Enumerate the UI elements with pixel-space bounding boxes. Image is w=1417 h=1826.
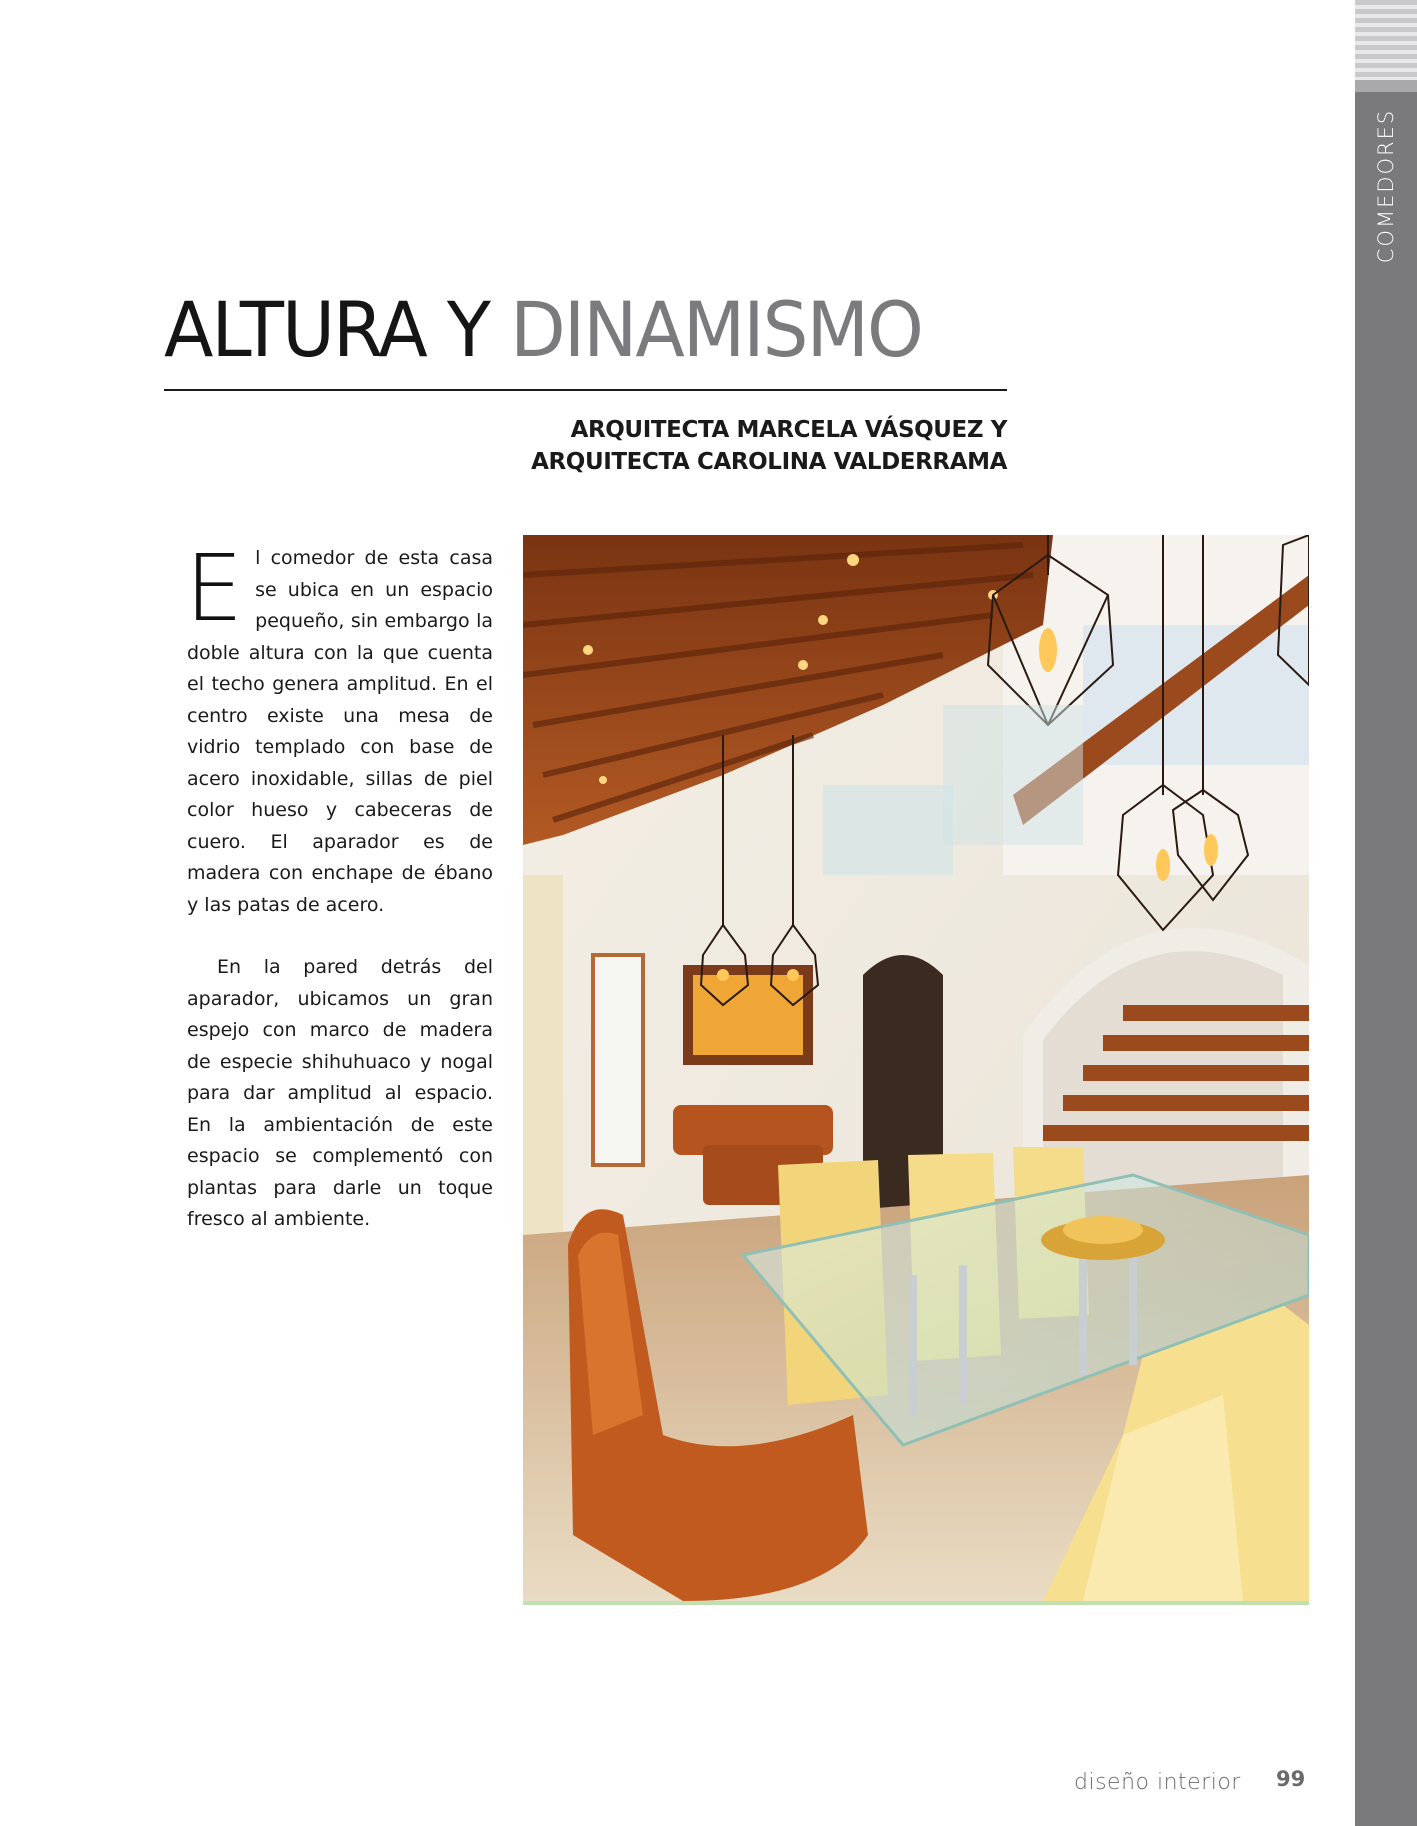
dining-room-photo [523, 535, 1309, 1605]
sidebar-band [1355, 0, 1417, 1826]
article-title [164, 282, 922, 378]
page-number: 99 [1276, 1767, 1306, 1791]
section-label: COMEDORES [1374, 108, 1398, 264]
article-authors [531, 414, 1007, 478]
title-divider [164, 389, 1007, 391]
paragraph-2: En la pared detrás del aparador, ubicamos un gran espejo con marco de madera de especie shihuhuaco y nogal para dar amplitud al espacio. En la ambientación de este espacio se complementó con plantas para darle un toque fresco al ambiente. [187, 956, 493, 1230]
paragraph-1 [185, 535, 493, 921]
drop-cap: E [185, 535, 244, 642]
magazine-name: diseño interior [1074, 1770, 1241, 1795]
author-line-2: ARQUITECTA CAROLINA VALDERRAMA [531, 449, 1007, 475]
paragraph-1-text: l comedor de esta casa se ubica en un espacio pequeño, sin embargo la doble altura con la que cuenta el techo genera amplitud. En el centro existe una mesa de vidrio templado con base de acero inoxidable, sillas de piel color hueso y cabeceras de cuero. El aparador es de madera con enchape de ébano y las patas de acero. [187, 547, 493, 916]
title-part-gray: DINAMISMO [510, 285, 922, 374]
title-part-dark: ALTURA Y [164, 285, 490, 374]
article-body [185, 535, 493, 1236]
author-line-1: ARQUITECTA MARCELA VÁSQUEZ Y [570, 417, 1007, 443]
sidebar-stripes [1355, 0, 1417, 92]
